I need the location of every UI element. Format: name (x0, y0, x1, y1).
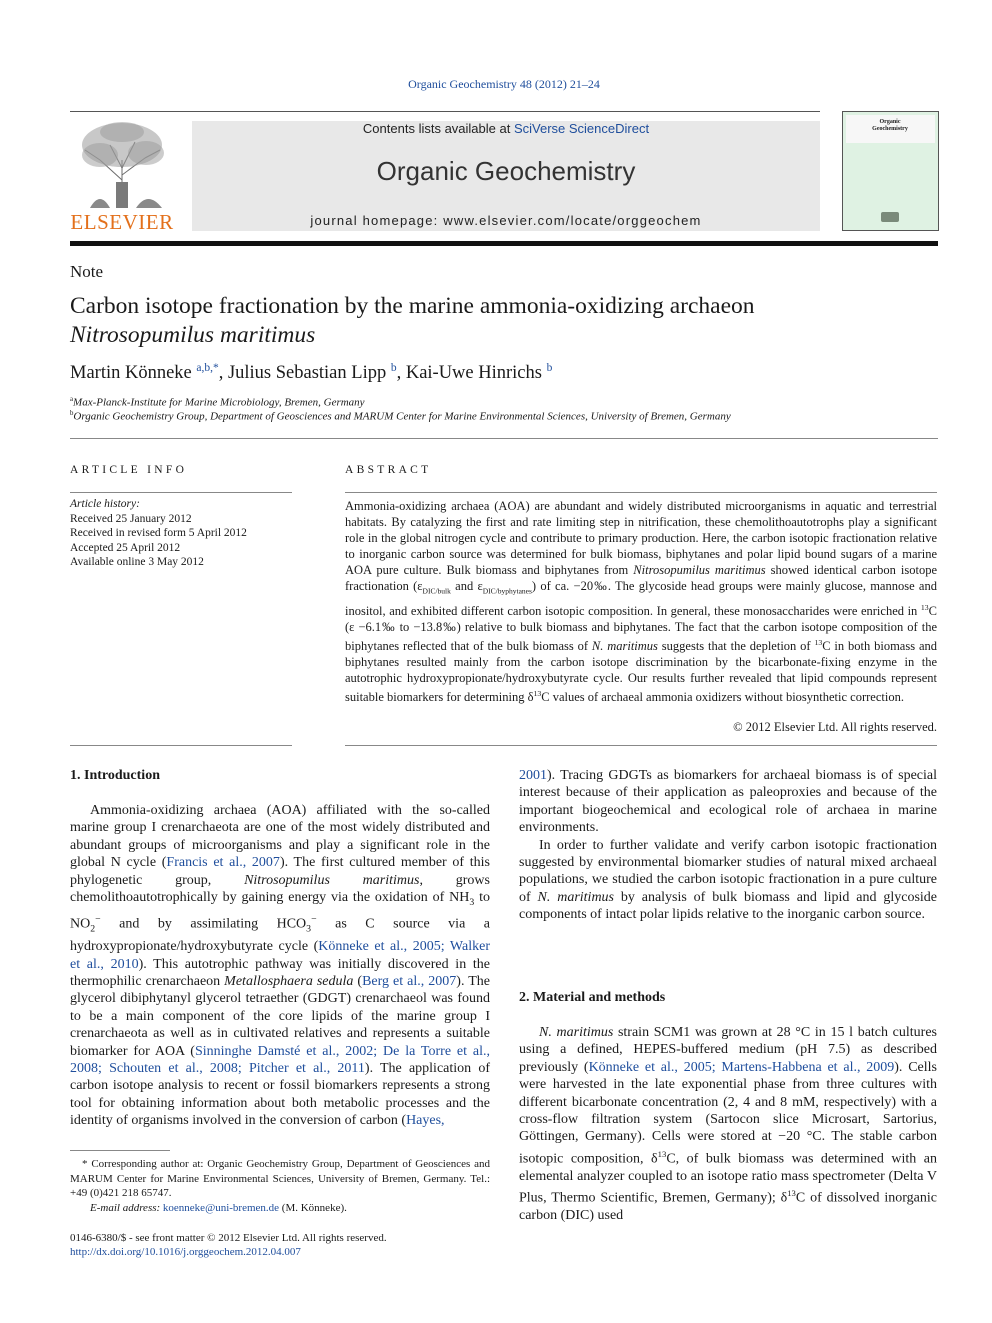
journal-homepage[interactable]: journal homepage: www.elsevier.com/locate/orggeochem (310, 213, 702, 228)
abstract-heading: ABSTRACT (345, 464, 432, 476)
history-label: Article history: (70, 498, 140, 510)
title-line-2: Nitrosopumilus maritimus (70, 322, 316, 348)
cover-title: Organic Geochemistry (872, 119, 908, 132)
article-info-rule (70, 492, 292, 493)
cover-emblem-icon (881, 212, 899, 222)
issn-doi-block (70, 1231, 490, 1259)
methods-paragraph-1: N. maritimus strain SCM1 was grown at 28 °C in 15 l batch cultures using a defined, HEPES-buffered medium (pH 7.5) as described previously (Könneke et al., 2005; Martens-Habbena et al., 2009). Cells were harvested in the late exponential phase from three cultures with different bicarbonate concentration (2, 4 and 8 mM, respectively) with a cross-flow filtration system (Sartocon slice Microsart, Sartorius, Göttingen, Germany). Cells were stored at −20 °C. The stable carbon isotopic composition, $\delta^{13}C$, of bulk biomass was determined with an elemental analyzer coupled to an isotope ratio mass spectrometer (Delta V Plus, Thermo Scientific, Bremen, Germany); $\delta^{13}C$ of dissolved inorganic carbon (DIC) used (519, 1025, 937, 1224)
author-name[interactable]: Julius Sebastian Lipp (227, 363, 387, 384)
author-name[interactable]: Kai-Uwe Hinrichs (405, 363, 542, 384)
citation-link[interactable]: Hayes, (406, 1113, 445, 1129)
accepted-date: Accepted 25 April 2012 (70, 541, 181, 554)
introduction-continued: 2001). Tracing GDGTs as biomarkers for archaeal biomass is of special interest because of their application as paleoproxies and because of the important biogeochemical and ecological role of archaea in marine environments. In order to further validate and verify carbon isotopic fractionation suggested by environmental biomarker studies of natural mixed archaeal populations, we studied the carbon isotopic fractionation in a pure culture of N. maritimus by analysis of bulk biomass and lipid and glycoside components of intact polar lipids relative to the inorganic carbon source. (519, 768, 938, 923)
contents-prefix: Contents lists available at (362, 121, 514, 136)
affiliation-text: Max-Planck-Institute for Marine Microbiology, Bremen, Germany (73, 396, 365, 409)
introduction-paragraph-1: Ammonia-oxidizing archaea (AOA) affiliated with the so-called marine group I crenarchaeota are one of the most widely distributed and abundant groups of microorganisms and play a significant role in the global N cycle (Francis et al., 2007). The first cultured member of this phylogenetic group, Nitrosopumilus maritimus, grows chemolithoautotrophically by gaining energy via the oxidation of $NH_3$ to $NO_2^-$ and by assimilating $HCO_3^-$ as C source via a hydroxypropionate/hydroxybutyrate cycle (Könneke et al., 2005; Walker et al., 2010). This autotrophic pathway was initially discovered in the thermophilic crenarchaeon Metallosphaera sedula (Berg et al., 2007). The glycerol dibiphytanyl glycerol tetraether (GDGT) crenarchaeol was found to be a main component of the core lipids of the marine group I crenarchaeota as well as in cultivated relatives and represents a suitable biomarker for AOA (Sinninghe Damsté et al., 2002; De la Torre et al., 2008; Schouten et al., 2008; Pitcher et al., 2011). The application of carbon isotope analysis to recent or fossil biomarkers represents a strong tool for obtaining information about both metabolic processes and the identity of organisms involved in the conversion of carbon (Hayes, (70, 803, 491, 1129)
article-info-bottom-rule (70, 745, 292, 746)
affiliation-a (70, 396, 365, 409)
elsevier-wordmark: ELSEVIER (70, 210, 174, 234)
citation-link[interactable]: Sinninghe Damsté et al., 2002; De la Torre et al., 2008; Schouten et al., 2008; Pitcher et al., 2011 (70, 1043, 490, 1076)
abstract-bottom-rule (345, 745, 937, 746)
abstract-copyright: © 2012 Elsevier Ltd. All rights reserved. (733, 720, 937, 734)
citation-link[interactable]: Könneke et al., 2005; Walker et al., 2010 (70, 939, 490, 972)
journal-name: Organic Geochemistry (376, 156, 636, 186)
cover-title-box (846, 115, 935, 143)
author-name[interactable]: Martin Könneke (70, 363, 192, 384)
author-list: Martin Könneke $^{a,b,*}$, Julius Sebastian Lipp $^b$, Kai-Uwe Hinrichs $^b$ (70, 362, 553, 384)
affiliation-rule (70, 438, 938, 439)
article-title (70, 292, 938, 350)
section-heading-introduction: 1. Introduction (70, 768, 160, 783)
article-info-heading: ARTICLE INFO (70, 464, 188, 476)
section-heading-methods: 2. Material and methods (519, 990, 666, 1005)
affiliation-marker: b (70, 410, 74, 417)
affiliation-b (70, 410, 731, 423)
header-thick-rule (70, 241, 938, 246)
sciencedirect-link[interactable]: SciVerse ScienceDirect (513, 121, 650, 136)
journal-reference[interactable]: Organic Geochemistry 48 (2012) 21–24 (408, 77, 600, 91)
article-history (70, 497, 292, 570)
revised-date: Received in revised form 5 April 2012 (70, 527, 247, 539)
corresponding-author-footnote: * Corresponding author at: Organic Geochemistry Group, Department of Geosciences and MARUM Center for Marine Environmental Sciences, University of Bremen, Germany. Tel.: +49 (0)421 218 65747. E-mail address: koenneke@uni-bremen.de (M. Könneke). (70, 1158, 490, 1214)
author-affiliation-sup[interactable]: a,b,* (196, 362, 219, 374)
affiliation-marker: a (70, 396, 74, 403)
footnote-rule (70, 1150, 170, 1151)
citation-link[interactable]: 2001 (519, 768, 547, 783)
author-email-link[interactable]: koenneke@uni-bremen.de (162, 1201, 280, 1214)
abstract-rule (345, 492, 937, 493)
title-line-1: Carbon isotope fractionation by the marine ammonia-oxidizing archaeon (70, 293, 755, 319)
abstract-body: Ammonia-oxidizing archaea (AOA) are abundant and widely distributed microorganisms in aquatic and terrestrial habitats. By catalyzing the first and rate limiting step in nitrification, these chemolithoautotrophs play a significant role in the global nitrogen cycle and contribute to primary production. Here, the carbon isotopic fractionation relative to inorganic carbon source was determined for bulk biomass, biphytanes and polar lipid bound sugars of a marine AOA pure culture. Bulk biomass and biphytanes from Nitrosopumilus maritimus showed identical carbon isotope fractionation ($\varepsilon_{DIC/bulk}$ and $\varepsilon_{DIC/byphytanes}$) of ca. −20‰. The glycoside head groups were mainly glucose, mannose and inositol, and exhibited different carbon isotopic composition. In general, these monosaccharides were enriched in $^{13}$C (ε −6.1‰ to −13.8‰) relative to bulk biomass and biphytanes. The fact that the carbon isotope composition of the biphytanes reflected that of the bulk biomass of N. maritimus suggests that the depletion of $^{13}$C in both biomass and biphytanes resulted mainly from the carbon isotope discrimination by the bicarbonate-fixing enzyme in the autotrophic hydroxypropionate/hydroxybutyrate cycle. Our results further revealed that lipid compounds represent suitable biomarkers for determining $\delta^{13}C$ values of archaeal ammonia oxidizers without biosynthetic correction. (345, 499, 938, 704)
citation-link[interactable]: Berg et al., 2007 (362, 973, 457, 989)
journal-cover-thumbnail (842, 111, 939, 231)
contents-line (192, 121, 820, 136)
affiliation-text: Organic Geochemistry Group, Department of Geosciences and MARUM Center for Marine Environmental Sciences, University of Bremen, Germany (73, 410, 731, 423)
author-affiliation-sup[interactable]: b (390, 362, 397, 374)
header-rule (70, 111, 820, 112)
citation-link[interactable]: Francis et al., 2007 (166, 855, 280, 871)
citation-link[interactable]: Könneke et al., 2005; Martens-Habbena et al., 2009 (588, 1059, 895, 1075)
article-type-label: Note (70, 262, 104, 281)
online-date: Available online 3 May 2012 (70, 556, 204, 568)
doi-link[interactable]: http://dx.doi.org/10.1016/j.orggeochem.2012.04.007 (70, 1246, 301, 1258)
issn-line: 0146-6380/$ - see front matter © 2012 Elsevier Ltd. All rights reserved. (70, 1232, 387, 1244)
author-affiliation-sup[interactable]: b (546, 362, 553, 374)
received-date: Received 25 January 2012 (70, 512, 192, 525)
species-name: Nitrosopumilus maritimus (633, 563, 766, 577)
